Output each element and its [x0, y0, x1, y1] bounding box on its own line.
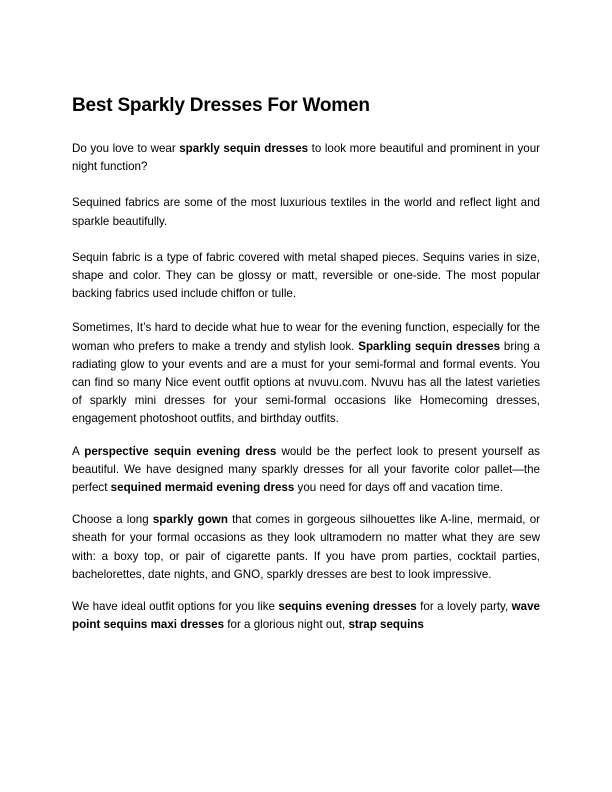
text-segment: Sequin fabric is a type of fabric covered with metal shaped pieces. Sequins varies in size, shape and color. They can be glossy or matt, reversible or one-side. The most popular backing fabrics used include chiffon or tulle. — [72, 250, 540, 301]
text-segment: would be the perfect look to present yourself as beautiful. We have designed many sparkly dresses for all your favorite color pallet—the perfect — [72, 444, 540, 495]
page-title: Best Sparkly Dresses For Women — [72, 95, 370, 116]
text-segment: Do you love to wear — [72, 142, 180, 155]
bold-segment: strap sequins — [348, 618, 424, 632]
text-segment: for a glorious night out, — [224, 618, 349, 632]
text-segment: A — [72, 444, 85, 458]
bold-segment: sequins evening dresses — [278, 600, 417, 614]
text-segment: for a lovely party, — [416, 600, 512, 614]
bold-segment: perspective sequin evening dress — [84, 444, 277, 458]
paragraph-long-gown — [72, 511, 540, 584]
text-segment: Choose a long — [72, 513, 153, 527]
bold-segment: Sparkling sequin dresses — [358, 339, 501, 353]
text-segment: you need for days off and vacation time. — [294, 481, 503, 495]
text-segment: We have ideal outfit options for you like — [72, 600, 279, 614]
paragraph-perspective — [72, 443, 540, 498]
bold-segment: sequined mermaid evening dress — [110, 481, 295, 495]
bold-segment: sparkly gown — [152, 513, 228, 527]
bold-segment: wave point sequins maxi dresses — [72, 600, 541, 632]
paragraph-sequined-fabrics — [72, 194, 540, 230]
document-page — [72, 95, 540, 647]
paragraph-hue — [72, 319, 540, 428]
paragraph-ideal-outfit — [72, 598, 540, 634]
text-segment: Sequined fabrics are some of the most luxurious textiles in the world and reflect light and sparkle beautifully. — [72, 196, 540, 228]
bold-segment: sparkly sequin dresses — [179, 142, 309, 155]
text-segment: that comes in gorgeous silhouettes like A-line, mermaid, or sheath for your formal occasions as they look ultramodern no matter what they are sew with: a boxy top, or pair of cigarette pants. If you have prom parties, cocktail parties, bachelorettes, date nights, and GNO, sparkly dresses are best to look impressive. — [72, 513, 540, 581]
text-segment: bring a radiating glow to your events and are a must for your semi-formal and formal events. You can find so many Nice event outfit options at nvuvu.com. Nvuvu has all the latest varieties of sparkly mini dresses for your semi-formal occasions like Homecoming dresses, engagement photoshoot outfits, and birthday outfits. — [72, 339, 540, 426]
text-segment: Sometimes, It’s hard to decide what hue to wear for the evening function, especially for the woman who prefers to make a trendy and stylish look. — [72, 321, 540, 353]
paragraph-sequin-fabric — [72, 249, 540, 304]
text-segment: to look more beautiful and prominent in your night function? — [72, 142, 541, 174]
paragraph-intro — [72, 140, 540, 176]
